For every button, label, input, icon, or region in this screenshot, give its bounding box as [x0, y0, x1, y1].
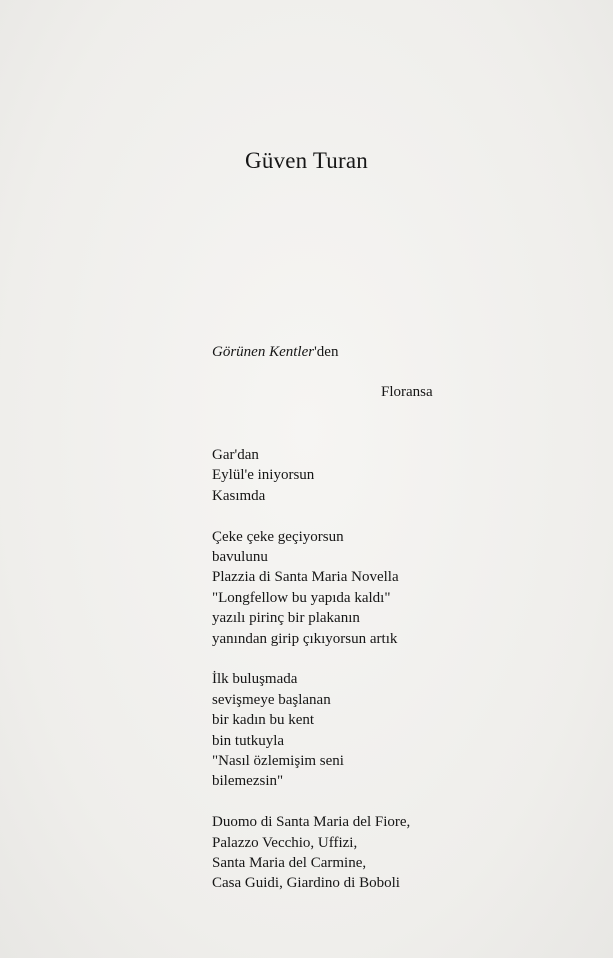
poem-line: Santa Maria del Carmine, — [212, 855, 367, 872]
poem-line: bavulunu — [212, 549, 268, 566]
poem-line: Eylül'e iniyorsun — [212, 467, 315, 484]
poem-line: bir kadın bu kent — [212, 712, 315, 729]
poem-line: yazılı pirinç bir plakanın — [212, 610, 360, 627]
poem-line: bin tutkuyla — [212, 732, 285, 749]
stanza-2 — [212, 527, 410, 649]
poem-line: Palazzo Vecchio, Uffizi, — [212, 834, 358, 851]
poem-line: Çeke çeke geçiyorsun — [212, 528, 344, 545]
source-line — [212, 344, 338, 361]
author-name: Güven Turan — [245, 148, 368, 173]
source-suffix: 'den — [314, 344, 339, 360]
poem-line: yanından girip çıkıyorsun artık — [212, 630, 398, 647]
poem-line: sevişmeye başlanan — [212, 691, 331, 708]
stanza-4 — [212, 812, 410, 894]
stanza-3 — [212, 669, 410, 791]
poem-body — [212, 445, 410, 914]
poem-line: Casa Guidi, Giardino di Boboli — [212, 875, 400, 892]
poem-title: Floransa — [381, 384, 433, 400]
poem-line: Gar'dan — [212, 447, 259, 463]
poem-line: Kasımda — [212, 487, 266, 504]
poem-line: İlk buluşmada — [212, 671, 298, 688]
poem-line: "Longfellow bu yapıda kaldı" — [212, 589, 391, 606]
poem-line: bilemezsin" — [212, 773, 284, 790]
poem-line: "Nasıl özlemişim seni — [212, 753, 344, 770]
stanza-1 — [212, 445, 410, 506]
poem-line: Duomo di Santa Maria del Fiore, — [212, 814, 411, 831]
source-book-title: Görünen Kentler — [212, 344, 315, 360]
poem-line: Plazzia di Santa Maria Novella — [212, 569, 399, 586]
